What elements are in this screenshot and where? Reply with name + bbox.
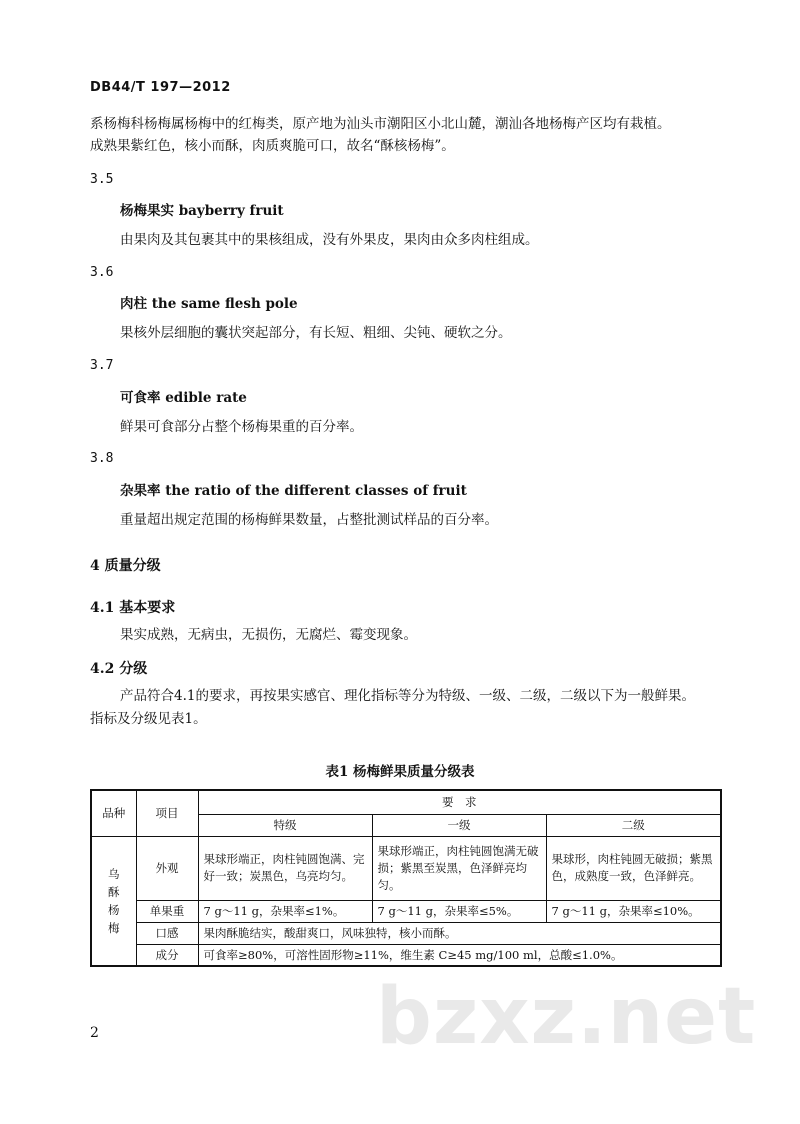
term-title: 肉柱 the same flesh pole (120, 296, 298, 312)
row-label-composition: 成分 (136, 944, 198, 966)
header-grade-special: 特级 (198, 814, 372, 836)
header-item: 项目 (136, 790, 198, 836)
term-definition: 鲜果可食部分占整个杨梅果重的百分率。 (120, 419, 363, 435)
watermark: bzxz.net (376, 972, 757, 1062)
subsection-heading: 4.2 分级 (90, 661, 148, 677)
term-definition: 果核外层细胞的囊状突起部分，有长短、粗细、尖钝、硬软之分。 (120, 325, 512, 341)
section-heading: 4 质量分级 (90, 558, 161, 574)
paragraph-line-1: 产品符合4.1的要求，再按果实感官、理化指标等分为特级、一级、二级，二级以下为一般鲜果。 (120, 688, 695, 704)
row-label-weight: 单果重 (136, 900, 198, 922)
header-grade-second: 二级 (546, 814, 721, 836)
table-row (91, 836, 721, 900)
term-number: 3.8 (90, 451, 114, 466)
header-requirements: 要 求 (198, 790, 721, 814)
paragraph: 果实成熟，无病虫，无损伤，无腐烂、霉变现象。 (120, 627, 417, 643)
header-grade-first: 一级 (372, 814, 546, 836)
header-variety: 品种 (91, 790, 136, 836)
term-number: 3.7 (90, 358, 114, 373)
term-number: 3.6 (90, 265, 114, 280)
composition-requirement: 可食率≥80%，可溶性固形物≥11%，维生素 C≥45 mg/100 ml，总酸≤1.0%。 (198, 944, 721, 966)
document-code: DB44/T 197—2012 (90, 80, 231, 95)
variety-char: 杨 (108, 902, 120, 917)
taste-requirement: 果肉酥脆结实，酸甜爽口，风味独特，核小而酥。 (198, 922, 721, 944)
row-label-taste: 口感 (136, 922, 198, 944)
variety-char: 酥 (108, 884, 120, 899)
variety-name-cell (91, 836, 136, 966)
appearance-second: 果球形，肉柱钝圆无破损；紫黑色，成熟度一致，色泽鲜亮。 (546, 836, 721, 900)
table-caption: 表1 杨梅鲜果质量分级表 (325, 764, 475, 780)
table-row (91, 944, 721, 966)
intro-line-2: 成熟果紫红色，核小而酥，肉质爽脆可口，故名“酥核杨梅”。 (90, 138, 455, 154)
term-title: 可食率 edible rate (120, 390, 247, 406)
term-definition: 重量超出规定范围的杨梅鲜果数量，占整批测试样品的百分率。 (120, 512, 498, 528)
intro-line-1: 系杨梅科杨梅属杨梅中的红梅类，原产地为汕头市潮阳区小北山麓，潮汕各地杨梅产区均有栽植。 (90, 116, 671, 132)
variety-char: 乌 (108, 866, 120, 881)
weight-second: 7 g～11 g，杂果率≤10%。 (546, 900, 721, 922)
appearance-special: 果球形端正，肉柱钝圆饱满、完好一致；炭黑色，乌亮均匀。 (198, 836, 372, 900)
table-row (91, 900, 721, 922)
appearance-first: 果球形端正，肉柱钝圆饱满无破损；紫黑至炭黑，色泽鲜亮均匀。 (372, 836, 546, 900)
weight-first: 7 g～11 g，杂果率≤5%。 (372, 900, 546, 922)
paragraph-line-2: 指标及分级见表1。 (90, 711, 207, 727)
weight-special: 7 g～11 g，杂果率≤1%。 (198, 900, 372, 922)
subsection-heading: 4.1 基本要求 (90, 600, 176, 616)
row-label-appearance: 外观 (136, 836, 198, 900)
page-number: 2 (90, 1025, 99, 1041)
term-definition: 由果肉及其包裹其中的果核组成，没有外果皮，果肉由众多肉柱组成。 (120, 232, 539, 248)
quality-grade-table (90, 789, 722, 967)
term-number: 3.5 (90, 172, 114, 187)
variety-char: 梅 (108, 920, 120, 935)
table-row (91, 922, 721, 944)
term-title: 杂果率 the ratio of the different classes of fruit (120, 483, 467, 499)
term-title: 杨梅果实 bayberry fruit (120, 203, 284, 219)
table-header-row (91, 790, 721, 814)
